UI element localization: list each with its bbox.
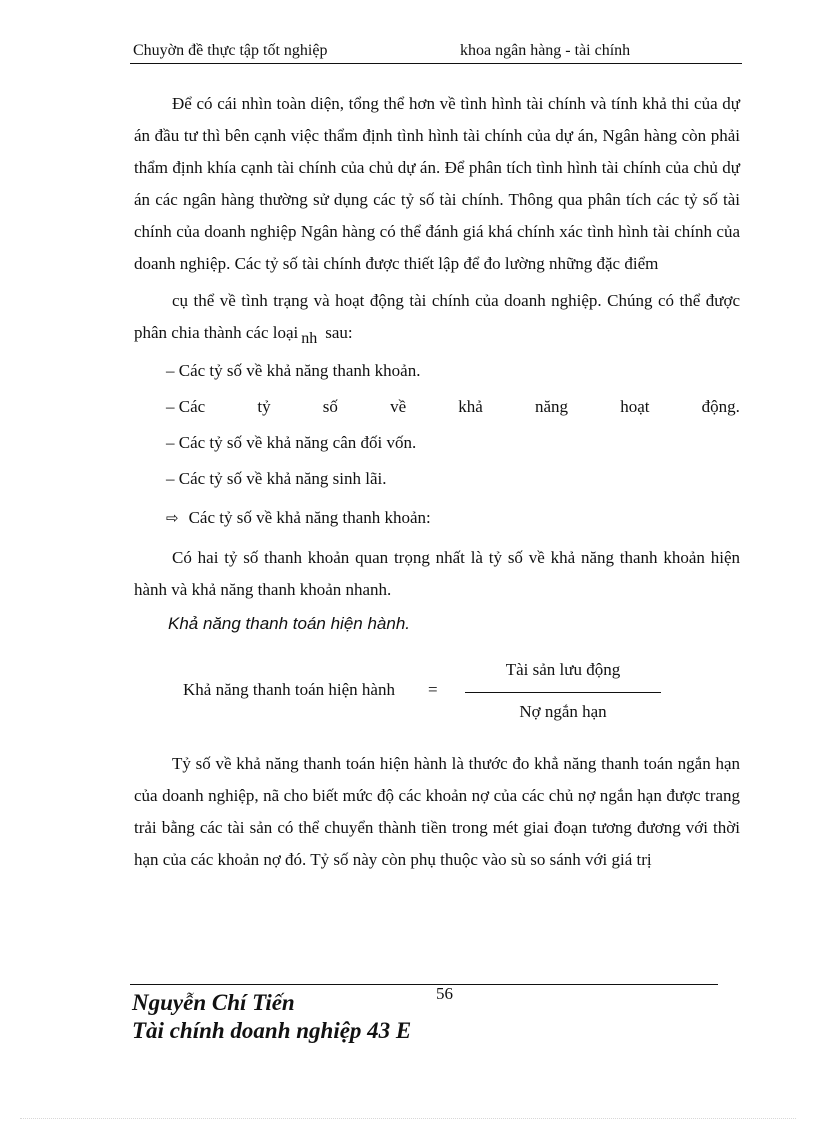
stray-subscript: nh: [301, 330, 318, 347]
paragraph-categories-line2: [134, 323, 353, 347]
paragraph-liquidity: [134, 542, 740, 606]
arrow-item: [166, 508, 431, 528]
bullet-item-liquidity: – Các tỷ số về khả năng thanh khoản.: [166, 361, 421, 380]
section-heading-current-ratio: Khả năng thanh toán hiện hành.: [168, 614, 410, 633]
word: khả: [458, 397, 483, 416]
footer-class: Tài chính doanh nghiệp 43 E: [132, 1018, 412, 1043]
paragraph-categories-line1: cụ thể về tình trạng và hoạt động tài chính của doanh nghiệp. Chúng có thể được: [172, 291, 740, 310]
word: động.: [701, 397, 740, 416]
header-divider: [130, 63, 742, 64]
page-number: 56: [436, 984, 453, 1003]
fraction-bar: [465, 692, 661, 693]
formula-numerator: Tài sản lưu động: [505, 660, 621, 679]
word: năng: [535, 397, 569, 416]
paragraph-categories: [134, 285, 740, 350]
formula-denominator: Nợ ngắn hạn: [519, 702, 607, 721]
word: hoạt: [620, 397, 650, 416]
formula-equals: =: [428, 680, 438, 699]
line2-after: sau:: [325, 323, 353, 342]
page-edge-dots: [20, 1118, 796, 1119]
bullet-item-activity: [166, 397, 740, 417]
word: số: [322, 397, 338, 416]
paragraph-current-ratio-text: Tỷ số về khả năng thanh toán hiện hành là thước đo khẳ năng thanh toán ngắn hạn của doanh nghiệp, nã cho biết mức độ các khoản nợ của các chủ nợ ngắn hạn được trang trải bằng các tài sản có thể chuyển thành tiền trong mét giai đoạn tương đương với thời hạn của các khoản nợ đó. Tỷ số này còn phụ thuộc vào sù so sánh với giá trị: [134, 754, 740, 869]
paragraph-current-ratio: [134, 748, 740, 876]
bullet-item-profit: – Các tỷ số về khả năng sinh lãi.: [166, 469, 387, 488]
word: – Các: [166, 397, 206, 416]
header-right-title: khoa ngân hàng - tài chính: [460, 42, 631, 59]
arrow-item-text: Các tỷ số về khả năng thanh khoản:: [188, 508, 431, 527]
footer-author: Nguyễn Chí Tiến: [132, 990, 295, 1015]
footer-divider: [130, 984, 718, 985]
paragraph-intro: [134, 88, 740, 280]
paragraph-intro-text: Để có cái nhìn toàn diện, tổng thể hơn về tình hình tài chính và tính khả thi của dự án đầu tư thì bên cạnh việc thẩm định tình hình tài chính của dự án, Ngân hàng còn phải thẩm định khía cạnh tài chính của chủ dự án. Để phân tích tình hình tài chính của chủ dự án các ngân hàng thường sử dụng các tỷ số tài chính. Thông qua phân tích các tỷ số tài chính của doanh nghiệp Ngân hàng có thể đánh giá khá chính xác tình hình tài chính của doanh nghiệp. Các tỷ số tài chính được thiết lập để đo lường những đặc điểm: [134, 94, 740, 273]
formula-label: Khả năng thanh toán hiện hành: [183, 680, 395, 699]
paragraph-liquidity-text: Có hai tỷ số thanh khoản quan trọng nhất là tỷ số về khả năng thanh khoản hiện hành và khả năng thanh khoản nhanh.: [134, 548, 740, 599]
outline-right-arrow-icon: ⇨: [166, 509, 179, 527]
bullet-item-capital: – Các tỷ số về khả năng cân đối vốn.: [166, 433, 417, 452]
header-left-title: Chuyờn đề thực tập tốt nghiệp: [133, 42, 328, 59]
word: về: [390, 397, 407, 416]
line2-before: phân chia thành các loại: [134, 323, 299, 342]
word: tỷ: [257, 397, 271, 416]
